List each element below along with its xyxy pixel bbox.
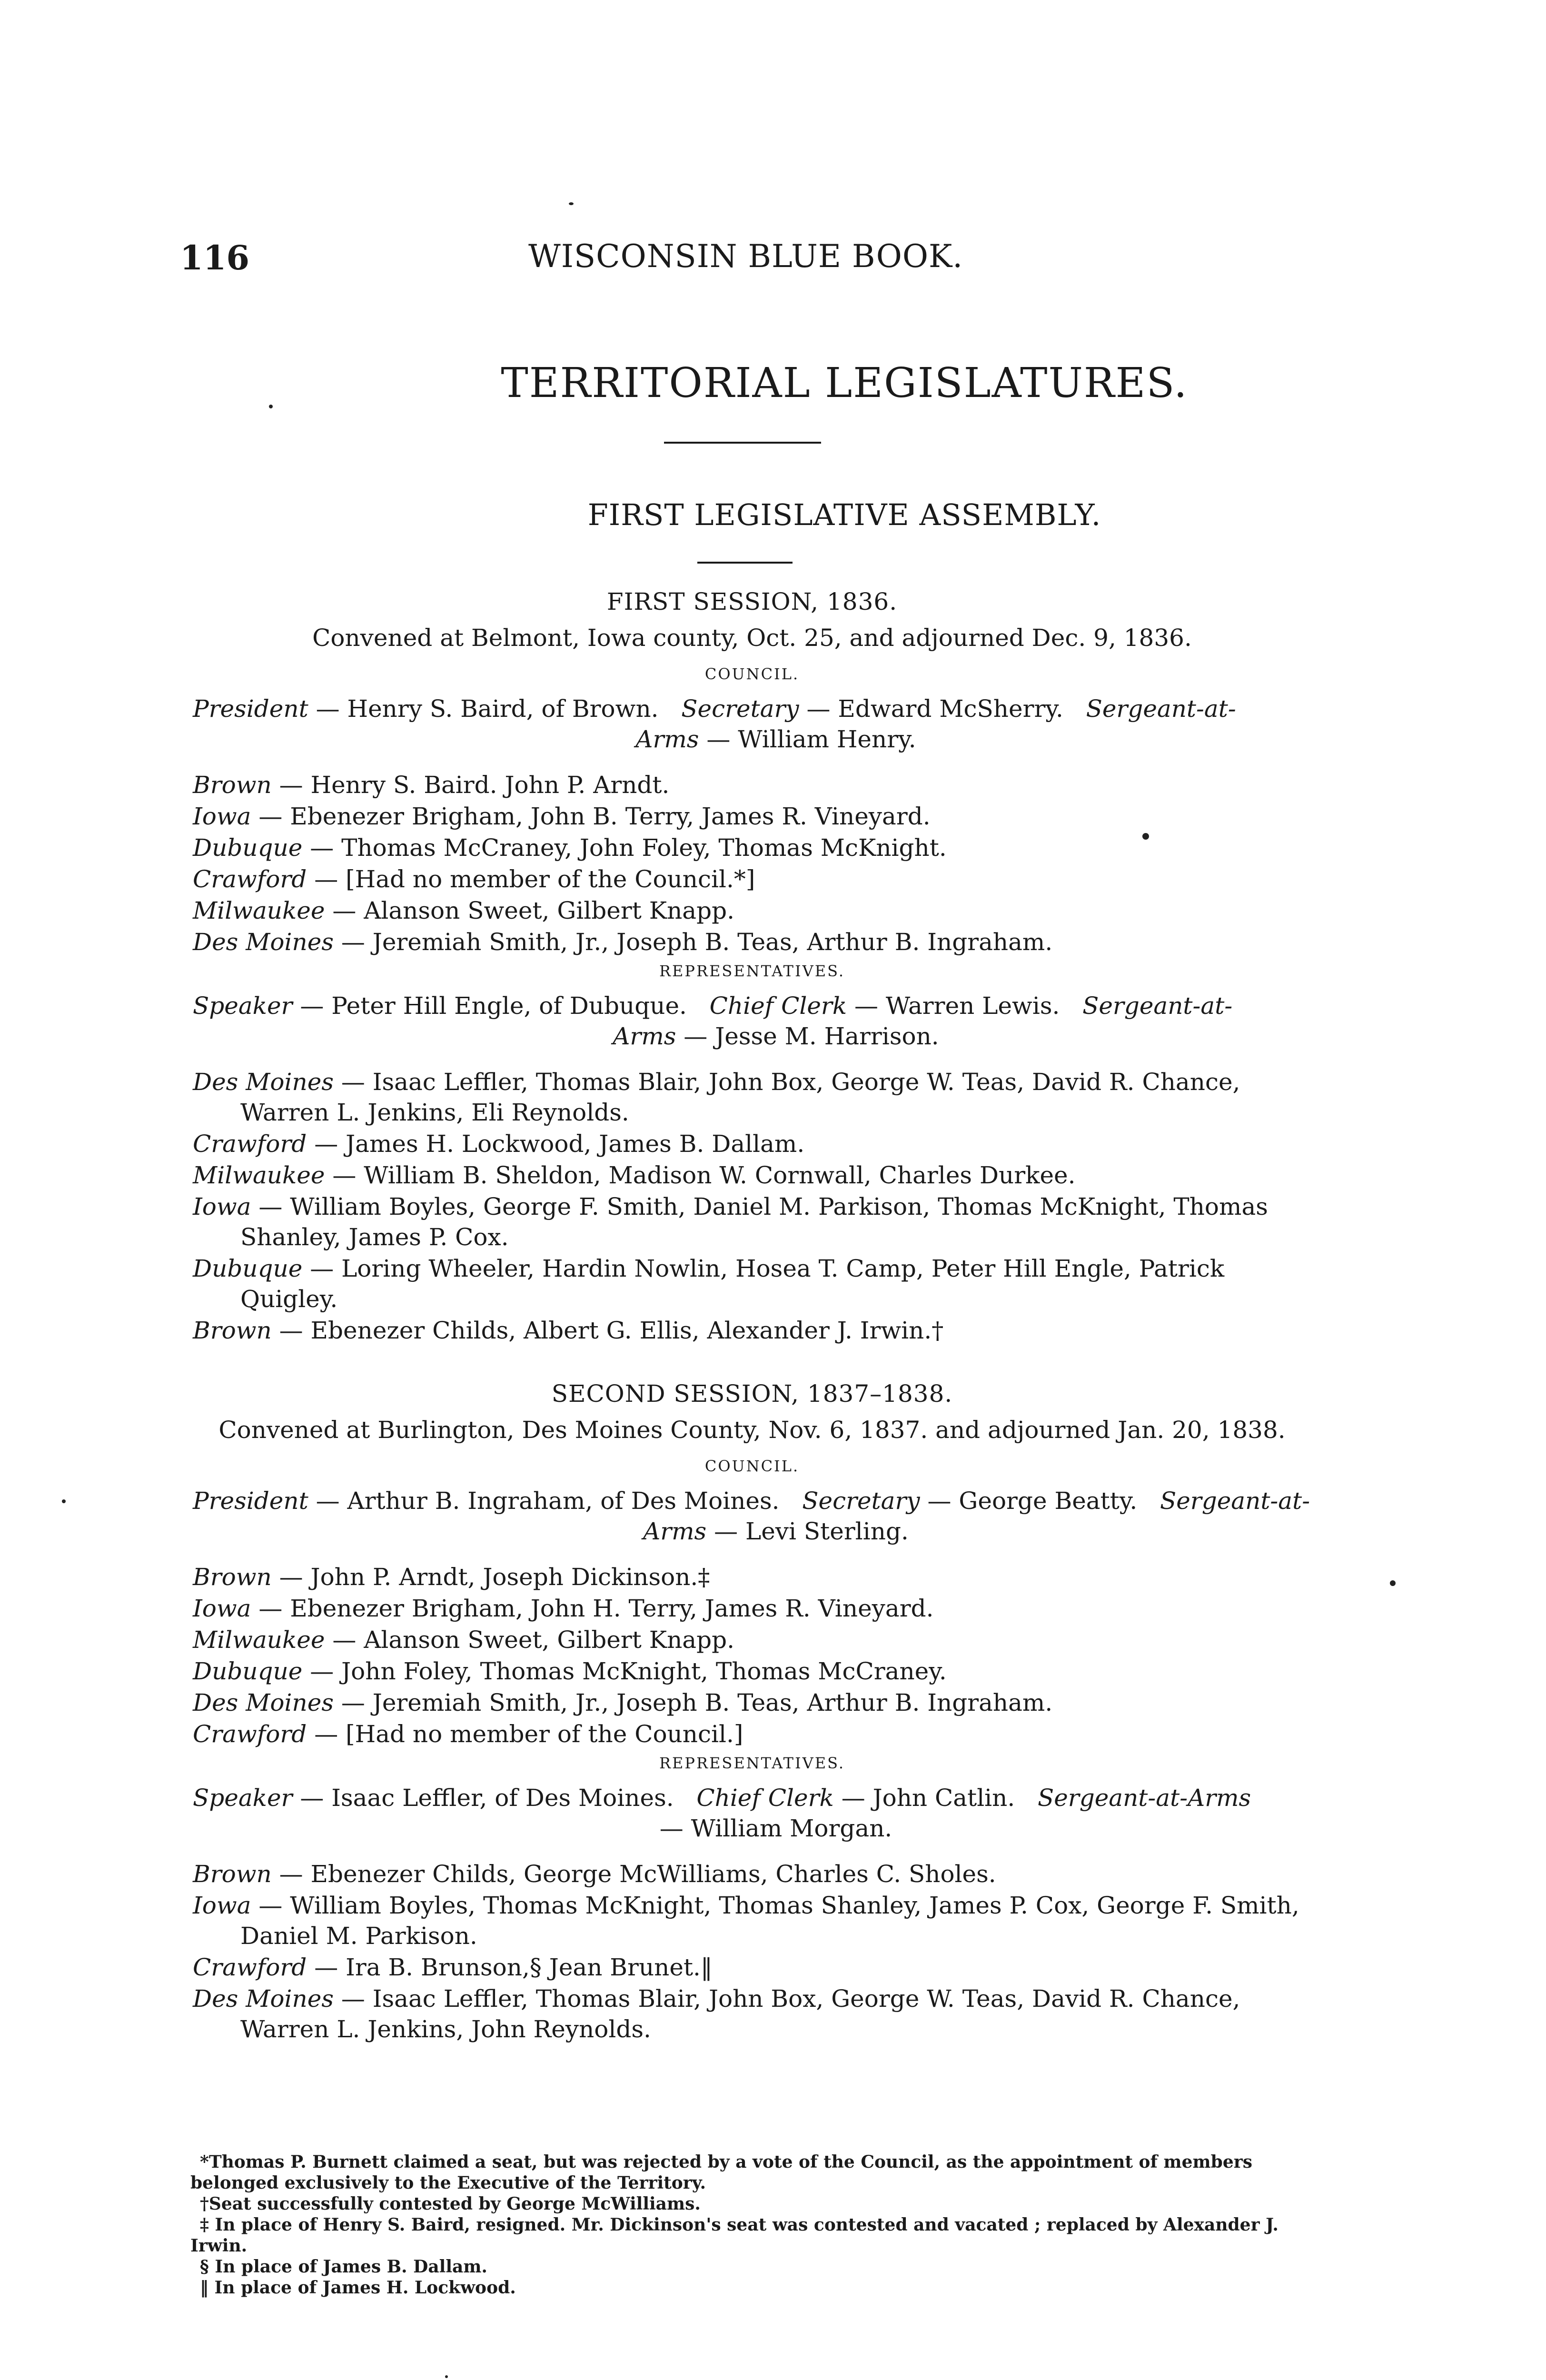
session-convened: Convened at Burlington, Des Moines County, Nov. 6, 1837. and adjourned Jan. 20, 1838. [218,1416,1286,1444]
member-entry [193,1890,1311,1951]
officer-role: Secretary [681,695,799,723]
county-name: Brown [193,771,272,799]
officer-role: Secretary [802,1487,920,1515]
county-name: Iowa [193,1892,251,1919]
officer-name: — Arthur B. Ingraham, of Des Moines. [308,1487,780,1515]
running-title: WISCONSIN BLUE BOOK. [528,238,963,275]
officer-role: Speaker [193,992,293,1020]
footnote: *Thomas P. Burnett claimed a seat, but was rejected by a vote of the Council, as the appointment of members belonged exclusively to the Executive of the Territory. [190,2152,1252,2193]
officer-role: President [193,1487,308,1515]
member-names: — John P. Arndt, Joseph Dickinson.‡ [271,1563,710,1591]
scan-speck [62,1499,66,1503]
scan-speck [269,405,273,408]
county-name: Iowa [193,1595,251,1622]
county-name: Brown [193,1317,272,1344]
member-names: — Henry S. Baird. John P. Arndt. [271,771,670,799]
officer-role: Sergeant-at- [1082,992,1233,1020]
county-name: Milwaukee [193,897,325,924]
council-label: COUNCIL. [704,1457,800,1475]
member-entry [193,1719,1311,1749]
officer-role: President [193,695,308,723]
county-name: Crawford [193,1720,307,1748]
officer-name: — William Morgan. [659,1815,892,1842]
member-names: — Loring Wheeler, Hardin Nowlin, Hosea T. Camp, Peter Hill Engle, Patrick Quigley. [240,1255,1225,1313]
member-names: — Ira B. Brunson,§ Jean Brunet.‖ [307,1954,713,1981]
county-name: Brown [193,1860,272,1888]
representatives-label: REPRESENTATIVES. [659,1754,845,1772]
member-entry [193,1625,1311,1655]
member-names: — Jeremiah Smith, Jr., Joseph B. Teas, Arthur B. Ingraham. [333,928,1053,956]
county-name: Crawford [193,1954,307,1981]
scan-speck [1142,833,1149,840]
assembly-rule [697,562,793,564]
representatives-officers [193,991,1311,1051]
member-entry [193,864,1311,894]
member-entry [193,1315,1311,1346]
member-entry [193,1129,1311,1159]
county-name: Dubuque [193,1657,303,1685]
page-title: TERRITORIAL LEGISLATURES. [501,359,1188,407]
sessions-content [193,588,1311,2045]
officer-name: — Peter Hill Engle, of Dubuque. [292,992,687,1020]
member-entry [193,1952,1311,1983]
member-names: — Ebenezer Childs, George McWilliams, Charles C. Sholes. [271,1860,996,1888]
scan-speck [445,2375,448,2378]
county-name: Des Moines [193,1068,334,1096]
officer-name: — John Catlin. [833,1784,1015,1812]
member-names: — John Foley, Thomas McKnight, Thomas McCraney. [302,1657,947,1685]
member-entry [193,1859,1311,1889]
officer-role: Chief Clerk [709,992,847,1020]
member-entry [193,927,1311,957]
officer-name: — Edward McSherry. [799,695,1063,723]
member-entry [193,1687,1311,1718]
officer-role: Chief Clerk [696,1784,834,1812]
county-name: Iowa [193,803,251,830]
page-number: 116 [180,238,250,278]
footnote: § In place of James B. Dallam. [200,2257,487,2277]
member-entry [193,1191,1311,1252]
officer-name: — George Beatty. [920,1487,1138,1515]
officer-role: Arms [635,725,699,753]
member-names: — Alanson Sweet, Gilbert Knapp. [325,897,735,924]
scan-speck [1390,1580,1396,1586]
title-rule [664,442,821,444]
member-entry [193,1562,1311,1592]
county-name: Des Moines [193,1689,334,1716]
member-names: — William Boyles, Thomas McKnight, Thomas Shanley, James P. Cox, George F. Smith, Daniel M. Parkison. [240,1892,1299,1950]
session-heading: FIRST SESSION, 1836. [606,588,898,615]
county-name: Iowa [193,1193,251,1220]
member-names: — Jeremiah Smith, Jr., Joseph B. Teas, Arthur B. Ingraham. [333,1689,1053,1716]
session-convened: Convened at Belmont, Iowa county, Oct. 25, and adjourned Dec. 9, 1836. [312,624,1192,652]
county-name: Crawford [193,865,307,893]
council-label: COUNCIL. [704,665,800,683]
officer-name: — Isaac Leffler, of Des Moines. [292,1784,674,1812]
officer-role: Sergeant-at-Arms [1037,1784,1251,1812]
footnote: ‡ In place of Henry S. Baird, resigned. Mr. Dickinson's seat was contested and vacated ; replaced by Alexander J. Irwin. [190,2215,1278,2256]
county-name: Brown [193,1563,272,1591]
member-entry [193,1656,1311,1686]
member-names: — Isaac Leffler, Thomas Blair, John Box, George W. Teas, David R. Chance, Warren L. Jenkins, Eli Reynolds. [240,1068,1240,1126]
member-entry [193,895,1311,926]
member-entry [193,801,1311,832]
member-names: — Ebenezer Childs, Albert G. Ellis, Alexander J. Irwin.† [271,1317,944,1344]
member-entry [193,1593,1311,1624]
footnote: †Seat successfully contested by George McWilliams. [200,2194,701,2214]
officer-name: — Jesse M. Harrison. [676,1022,939,1050]
council-officers [193,694,1311,754]
member-names: — Isaac Leffler, Thomas Blair, John Box, George W. Teas, David R. Chance, Warren L. Jenkins, John Reynolds. [240,1985,1240,2043]
council-officers [193,1486,1311,1547]
member-names: — Ebenezer Brigham, John H. Terry, James R. Vineyard. [251,1595,934,1622]
member-entry [193,1983,1311,2044]
member-entry [193,1067,1311,1128]
scan-speck [569,202,574,205]
officer-name: — Henry S. Baird, of Brown. [308,695,659,723]
assembly-title: FIRST LEGISLATIVE ASSEMBLY. [587,497,1101,532]
member-names: — William B. Sheldon, Madison W. Cornwall, Charles Durkee. [325,1161,1076,1189]
representatives-officers [193,1783,1311,1844]
member-names: — William Boyles, George F. Smith, Daniel M. Parkison, Thomas McKnight, Thomas Shanley, James P. Cox. [240,1193,1268,1251]
officer-role: Arms [613,1022,676,1050]
officer-role: Arms [643,1517,707,1545]
county-name: Dubuque [193,834,303,862]
session-heading: SECOND SESSION, 1837–1838. [551,1380,953,1408]
member-entry [193,1160,1311,1190]
officer-role: Sergeant-at- [1160,1487,1310,1515]
officer-name: — William Henry. [699,725,916,753]
member-names: — Thomas McCraney, John Foley, Thomas McKnight. [302,834,947,862]
county-name: Milwaukee [193,1626,325,1654]
member-names: — [Had no member of the Council.] [307,1720,743,1748]
representatives-label: REPRESENTATIVES. [659,962,845,980]
member-names: — James H. Lockwood, James B. Dallam. [307,1130,805,1158]
officer-role: Sergeant-at- [1086,695,1236,723]
county-name: Crawford [193,1130,307,1158]
footnote: ‖ In place of James H. Lockwood. [200,2278,516,2298]
county-name: Milwaukee [193,1161,325,1189]
member-entry [193,770,1311,800]
member-entry [193,1253,1311,1314]
second-session [193,1380,1311,2044]
county-name: Dubuque [193,1255,303,1282]
first-session [193,588,1311,1346]
member-names: — Alanson Sweet, Gilbert Knapp. [325,1626,735,1654]
officer-role: Speaker [193,1784,293,1812]
member-names: — Ebenezer Brigham, John B. Terry, James R. Vineyard. [251,803,931,830]
officer-name: — Levi Sterling. [706,1517,909,1545]
footnotes [190,2152,1309,2298]
officer-name: — Warren Lewis. [847,992,1060,1020]
county-name: Des Moines [193,928,334,956]
county-name: Des Moines [193,1985,334,2013]
member-names: — [Had no member of the Council.*] [307,865,755,893]
